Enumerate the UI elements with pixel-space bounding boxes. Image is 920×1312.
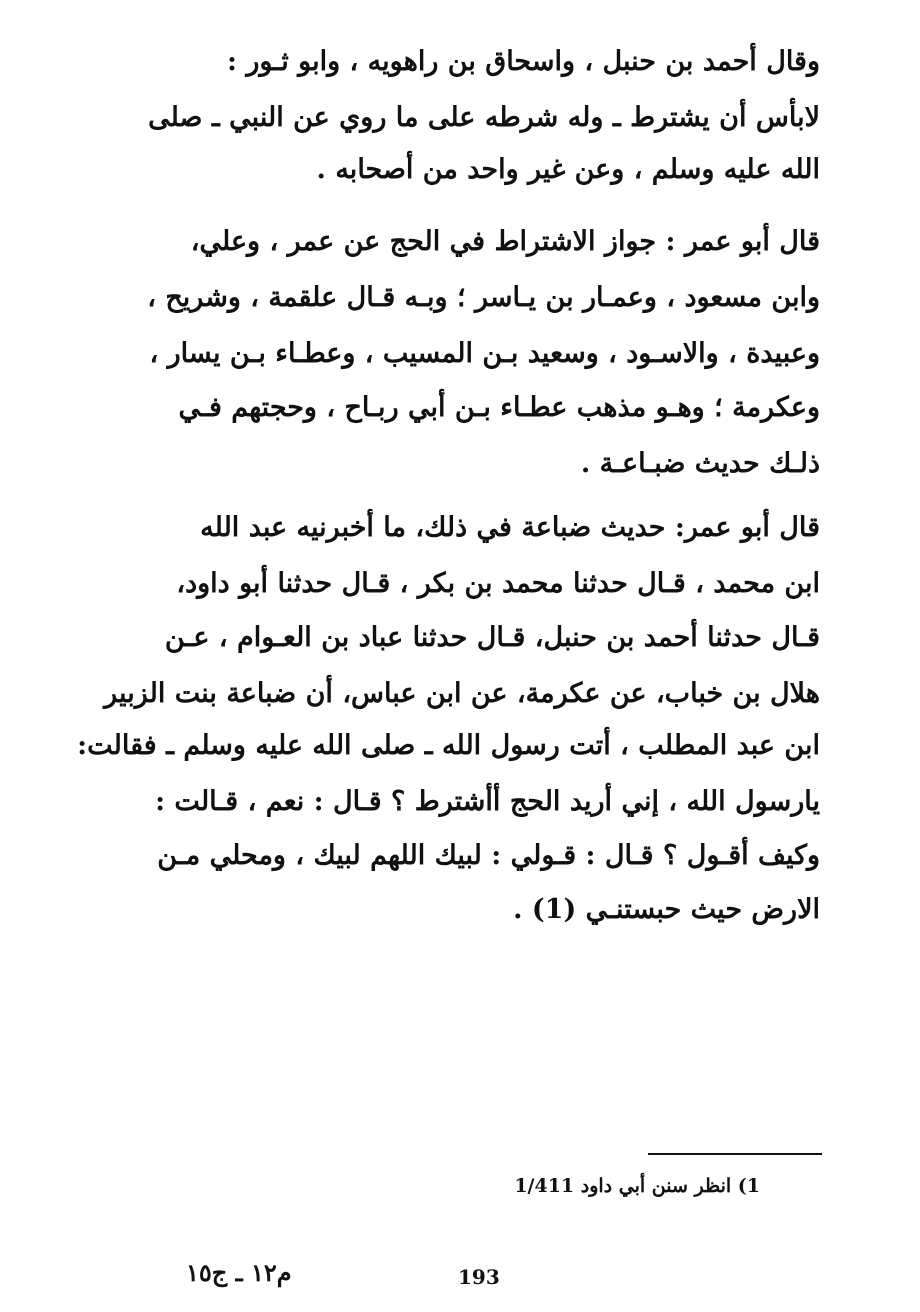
- text-line: قال أبو عمر : جواز الاشتراط في الحج عن عمر ، وعلي،: [190, 226, 820, 257]
- text-line: الله عليه وسلم ، وعن غير واحد من أصحابه .: [316, 154, 820, 185]
- footnote-divider: [648, 1153, 822, 1155]
- text-line: هلال بن خباب، عن عكرمة، عن ابن عباس، أن ضباعة بنت الزبير: [104, 678, 820, 709]
- text-line: يارسول الله ، إني أريد الحج أأشترط ؟ قـال : نعم ، قـالت :: [155, 786, 820, 817]
- footnote: 1) انظر سنن أبي داود 1/411: [514, 1175, 760, 1197]
- text-line: الارض حيث حبستنـي (1) .: [513, 894, 820, 925]
- text-line: وابن مسعود ، وعمـار بن يـاسر ؛ وبـه قـال علقمة ، وشريح ،: [147, 282, 820, 313]
- text-line: وعبيدة ، والاسـود ، وسعيد بـن المسيب ، وعطـاء بـن يسار ،: [149, 338, 820, 369]
- text-line: وقال أحمد بن حنبل ، واسحاق بن راهويه ، وابو ثـور :: [226, 46, 820, 77]
- text-line: ذلـك حديث ضبـاعـة .: [580, 448, 820, 479]
- text-line: وكيف أقـول ؟ قـال : قـولي : لبيك اللهم لبيك ، ومحلي مـن: [157, 840, 820, 871]
- text-line: قـال حدثنا أحمد بن حنبل، قـال حدثنا عباد بن العـوام ، عـن: [164, 622, 820, 653]
- text-line: وعكرمة ؛ وهـو مذهب عطـاء بـن أبي ربـاح ، وحجتهم فـي: [178, 392, 820, 423]
- text-line: ابن عبد المطلب ، أتت رسول الله ـ صلى الله عليه وسلم ـ فقالت:: [77, 730, 820, 761]
- text-line: ابن محمد ، قـال حدثنا محمد بن بكر ، قـال حدثنا أبو داود،: [176, 568, 820, 599]
- text-line: قال أبو عمر: حديث ضباعة في ذلك، ما أخبرنيه عبد الله: [200, 512, 820, 543]
- text-line: لابأس أن يشترط ـ وله شرطه على ما روي عن النبي ـ صلى: [148, 102, 820, 133]
- page-number: 193: [458, 1265, 500, 1289]
- signature-mark: م١٢ ـ ج١٥: [186, 1258, 292, 1287]
